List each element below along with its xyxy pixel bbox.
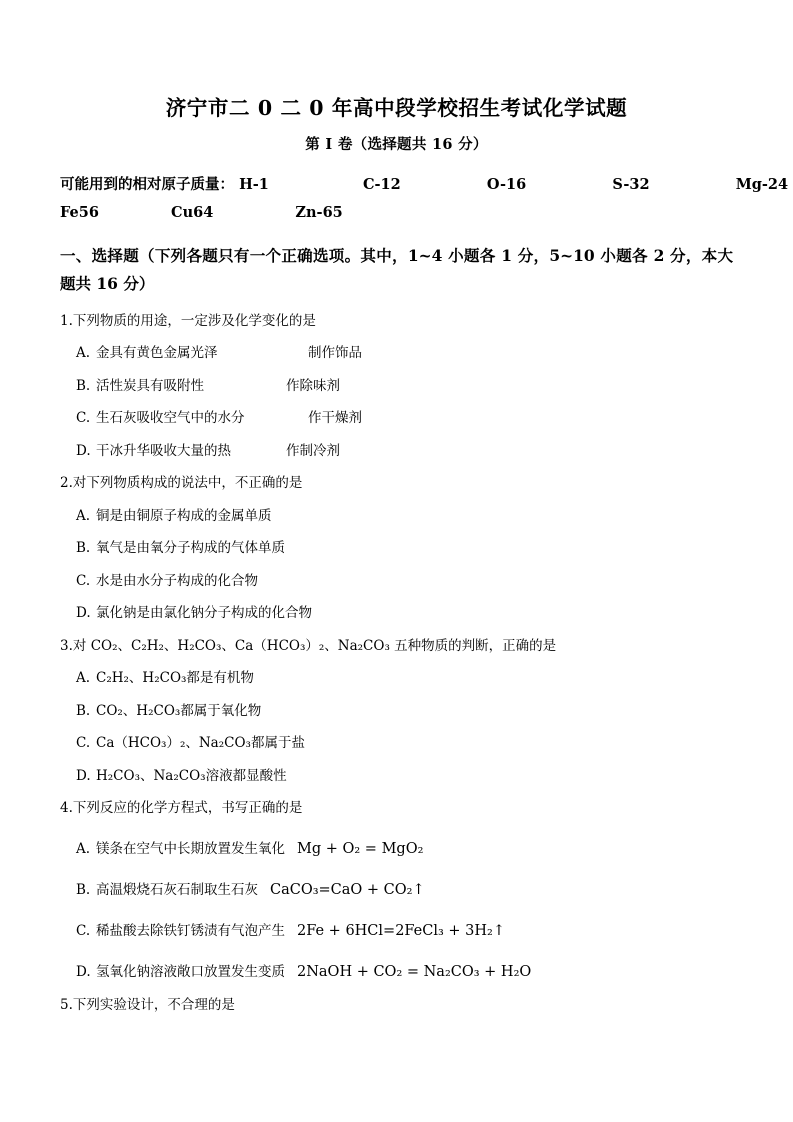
option-letter: D. <box>76 442 91 459</box>
option-letter: C. <box>76 735 91 752</box>
chemical-equation: CaCO₃=CaO + CO₂↑ <box>270 881 425 898</box>
option-letter: B. <box>76 377 91 394</box>
option-letter: B. <box>76 881 91 898</box>
atomic-mass-h: H-1 <box>239 175 269 193</box>
page-title: 济宁市二 0 二 0 年高中段学校招生考试化学试题 <box>165 96 628 120</box>
atomic-mass-zn: Zn-65 <box>295 204 343 222</box>
option-formula: C₂H₂、H₂CO₃ <box>96 670 187 687</box>
option-text: 都属于氧化物 <box>180 702 262 719</box>
question-5-number: 5. <box>60 996 73 1013</box>
option-4-b[interactable] <box>60 860 733 901</box>
question-1 <box>60 299 733 462</box>
question-1-text: 下列物质的用途，一定涉及化学变化的是 <box>72 312 316 329</box>
question-4-stem <box>60 798 733 818</box>
option-letter: A. <box>76 345 91 362</box>
option-2-d[interactable] <box>60 591 733 624</box>
option-text-right: 作除味剂 <box>286 377 340 394</box>
question-3 <box>60 624 733 787</box>
atomic-mass-row-2 <box>60 199 733 227</box>
option-2-a[interactable] <box>60 494 733 527</box>
atomic-mass-label: 可能用到的相对原子质量： <box>60 175 234 193</box>
option-text: 镁条在空气中长期放置发生氧化 <box>96 840 285 857</box>
option-2-c[interactable] <box>60 559 733 592</box>
section-heading-multiple-choice: 一、选择题（下列各题只有一个正确选项。其中，1~4 小题各 1 分，5~10 小题各 2 分，本大题共 16 分） <box>60 245 733 294</box>
option-letter: A. <box>76 507 91 524</box>
question-1-number: 1. <box>60 312 73 329</box>
question-4-number: 4. <box>60 800 73 817</box>
option-1-c[interactable] <box>60 396 733 429</box>
option-letter: A. <box>76 840 91 857</box>
option-formula: H₂CO₃、Na₂CO₃ <box>96 767 206 784</box>
option-text-right: 作干燥剂 <box>308 410 362 427</box>
question-3-stem-post: 五种物质的判断，正确的是 <box>389 637 557 654</box>
option-text-left: 金具有黄色金属光泽 <box>96 345 218 362</box>
question-5-stem <box>60 995 733 1015</box>
atomic-mass-s: S-32 <box>612 175 650 193</box>
option-letter: D. <box>76 767 91 784</box>
option-1-a[interactable] <box>60 331 733 364</box>
question-2-stem <box>60 473 733 493</box>
option-letter: C. <box>76 410 91 427</box>
option-3-a[interactable] <box>60 656 733 689</box>
question-3-formulas: CO₂、C₂H₂、H₂CO₃、Ca（HCO₃）₂、Na₂CO₃ <box>90 637 390 654</box>
option-text: 铜是由铜原子构成的金属单质 <box>96 507 272 524</box>
question-3-options <box>60 656 733 786</box>
chemical-equation: Mg + O₂ = MgO₂ <box>297 840 424 857</box>
option-formula: CO₂、H₂CO₃ <box>96 702 181 719</box>
option-4-d[interactable] <box>60 942 733 983</box>
atomic-mass-fe: Fe56 <box>60 204 99 222</box>
option-letter: B. <box>76 540 91 557</box>
option-4-a[interactable] <box>60 819 733 860</box>
question-5-text: 下列实验设计，不合理的是 <box>72 996 235 1013</box>
option-3-b[interactable] <box>60 689 733 722</box>
option-formula: Ca（HCO₃）₂、Na₂CO₃ <box>96 735 251 752</box>
option-1-b[interactable] <box>60 364 733 397</box>
question-4-options <box>60 819 733 983</box>
question-1-options <box>60 331 733 461</box>
atomic-mass-block <box>60 155 789 228</box>
option-text-left: 干冰升华吸收大量的热 <box>96 442 231 459</box>
question-2-number: 2. <box>60 475 73 492</box>
option-letter: C. <box>76 572 91 589</box>
option-text-right: 制作饰品 <box>308 345 362 362</box>
question-3-stem <box>60 636 733 656</box>
option-1-d[interactable] <box>60 429 733 462</box>
option-text: 氯化钠是由氯化钠分子构成的化合物 <box>96 605 312 622</box>
option-letter: D. <box>76 963 91 980</box>
option-text: 高温煅烧石灰石制取生石灰 <box>96 881 258 898</box>
question-1-stem <box>60 311 733 331</box>
option-text: 都属于盐 <box>250 735 305 752</box>
paper-part-subtitle: 第 I 卷（选择题共 16 分） <box>305 135 488 153</box>
option-text: 都是有机物 <box>186 670 254 687</box>
question-4 <box>60 786 733 982</box>
option-3-c[interactable] <box>60 721 733 754</box>
atomic-mass-row-1 <box>60 171 789 199</box>
atomic-mass-mg: Mg-24 <box>735 175 789 193</box>
option-letter: B. <box>76 702 91 719</box>
option-text: 水是由水分子构成的化合物 <box>96 572 258 589</box>
option-4-c[interactable] <box>60 901 733 942</box>
question-4-text: 下列反应的化学方程式，书写正确的是 <box>72 800 303 817</box>
option-text: 氧气是由氧分子构成的气体单质 <box>96 540 285 557</box>
question-5 <box>60 983 733 1015</box>
chemical-equation: 2NaOH + CO₂ = Na₂CO₃ + H₂O <box>297 963 532 980</box>
option-text: 稀盐酸去除铁钉锈渍有气泡产生 <box>96 922 285 939</box>
option-text-left: 活性炭具有吸附性 <box>96 377 204 394</box>
question-2-options <box>60 494 733 624</box>
option-text: 氢氧化钠溶液敞口放置发生变质 <box>96 963 285 980</box>
option-letter: D. <box>76 605 91 622</box>
option-letter: A. <box>76 670 91 687</box>
option-text-left: 生石灰吸收空气中的水分 <box>96 410 245 427</box>
question-3-stem-pre: 对 <box>72 637 91 654</box>
atomic-mass-o: O-16 <box>486 175 527 193</box>
question-2 <box>60 461 733 624</box>
option-text: 溶液都显酸性 <box>205 767 287 784</box>
option-text-right: 作制冷剂 <box>286 442 340 459</box>
atomic-mass-cu: Cu64 <box>171 204 214 222</box>
option-3-d[interactable] <box>60 754 733 787</box>
question-3-number: 3. <box>60 637 73 654</box>
option-2-b[interactable] <box>60 526 733 559</box>
atomic-mass-c: C-12 <box>363 175 401 193</box>
option-letter: C. <box>76 922 91 939</box>
question-2-text: 对下列物质构成的说法中，不正确的是 <box>72 475 303 492</box>
chemical-equation: 2Fe + 6HCl=2FeCl₃ + 3H₂↑ <box>297 922 506 939</box>
